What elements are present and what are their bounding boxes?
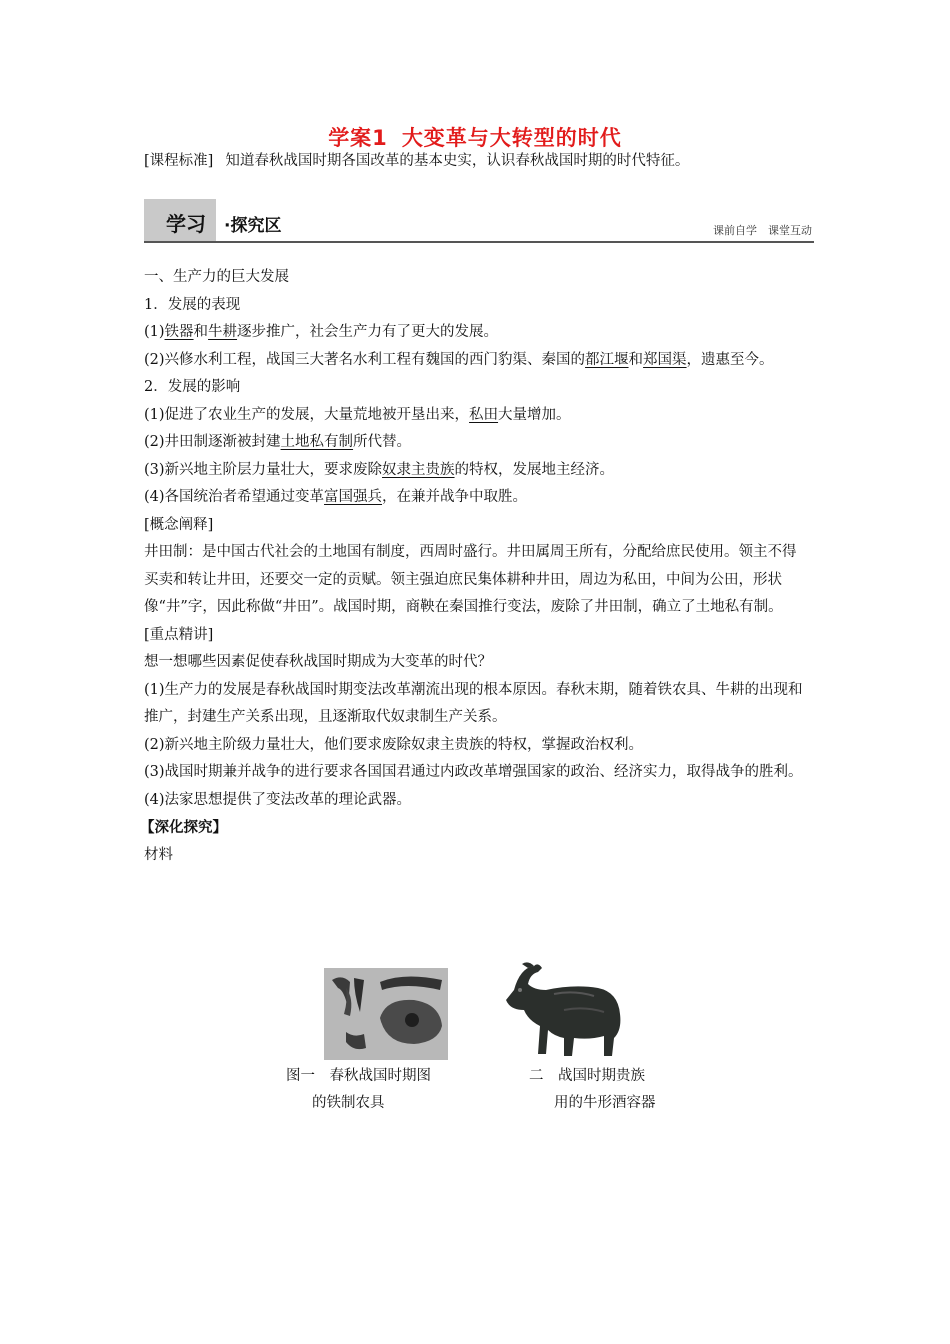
paragraph: (2)兴修水利工程，战国三大著名水利工程有魏国的西门豹渠、秦国的都江堰和郑国渠，遗惠至今。	[144, 351, 774, 368]
title-number: 学案1	[328, 126, 388, 150]
standard-label: [课程标准]	[144, 153, 214, 169]
title-text: 大变革与大转型的时代	[401, 126, 622, 150]
page-title	[0, 122, 950, 152]
underlined-term: 奴隶主贵族	[382, 461, 455, 478]
material-label: 材料	[144, 846, 173, 863]
subheading-performance: 1．发展的表现	[144, 296, 241, 313]
paragraph: (3)新兴地主阶层力量壮大，要求废除奴隶主贵族的特权，发展地主经济。	[144, 461, 615, 478]
figure1-caption-line1: 图一 春秋战国时期图	[286, 1068, 431, 1084]
figure2-caption-line1: 二 战国时期贵族	[529, 1068, 645, 1084]
banner-right-label: 课前自学 课堂互动	[713, 224, 812, 237]
subheading-impact: 2．发展的影响	[144, 379, 241, 395]
focus-item: (2)新兴地主阶级力量壮大，他们要求废除奴隶主贵族的特权，掌握政治权利。	[144, 736, 644, 753]
underlined-term: 郑国渠	[643, 351, 687, 368]
ox-wine-vessel-image	[494, 960, 628, 1060]
concept-label: [概念阐释]	[144, 516, 214, 533]
paragraph: (1)铁器和牛耕逐步推广，社会生产力有了更大的发展。	[144, 324, 499, 340]
banner-sub-label: ·探究区	[224, 216, 282, 236]
focus-question: 想一想哪些因素促使春秋战国时期成为大变革的时代？	[144, 654, 492, 670]
focus-item: (3)战国时期兼并战争的进行要求各国国君通过内政改革增强国家的政治、经济实力，取得战争的胜利。	[144, 764, 803, 780]
underlined-term: 铁器	[164, 324, 194, 340]
main-content	[140, 264, 810, 869]
underlined-term: 私田	[469, 406, 499, 423]
underlined-term: 牛耕	[208, 324, 238, 340]
course-standard	[144, 149, 689, 170]
focus-label: [重点精讲]	[144, 626, 214, 643]
figure2-caption-line2: 用的牛形酒容器	[554, 1095, 656, 1111]
paragraph: (2)井田制逐渐被封建土地私有制所代替。	[144, 434, 412, 450]
focus-item: (1)生产力的发展是春秋战国时期变法改革潮流出现的根本原因。春秋末期，随着铁农具、牛耕的出现和推广，封建生产关系出现，且逐渐取代奴隶制生产关系。	[144, 681, 803, 725]
section-banner	[144, 199, 814, 243]
underlined-term: 富国强兵	[324, 489, 383, 505]
focus-item: (4)法家思想提供了变法改革的理论武器。	[144, 791, 412, 808]
paragraph: (4)各国统治者希望通过变革富国强兵，在兼并战争中取胜。	[144, 489, 528, 505]
banner-main-label: 学习	[166, 212, 206, 236]
figure1-caption-line2: 的铁制农具	[312, 1095, 385, 1111]
underlined-term: 土地私有制	[280, 434, 354, 450]
underlined-term: 都江堰	[585, 351, 629, 368]
concept-text: 井田制：是中国古代社会的土地国有制度，西周时盛行。井田属周王所有，分配给庶民使用。领主不得买卖和转让井田，还要交一定的贡赋。领主强迫庶民集体耕种井田，周边为私田，中间为公田，形状像“井”字，因此称做“井田”。战国时期，商鞅在秦国推行变法，废除了井田制，确立了土地私有制。	[144, 544, 797, 615]
paragraph: (1)促进了农业生产的发展，大量荒地被开垦出来，私田大量增加。	[144, 406, 571, 423]
iron-tools-image	[324, 968, 448, 1060]
standard-text: 知道春秋战国时期各国改革的基本史实，认识春秋战国时期的时代特征。	[225, 153, 690, 169]
section-heading: 一、生产力的巨大发展	[144, 269, 289, 285]
explore-label: 【深化探究】	[140, 819, 227, 836]
